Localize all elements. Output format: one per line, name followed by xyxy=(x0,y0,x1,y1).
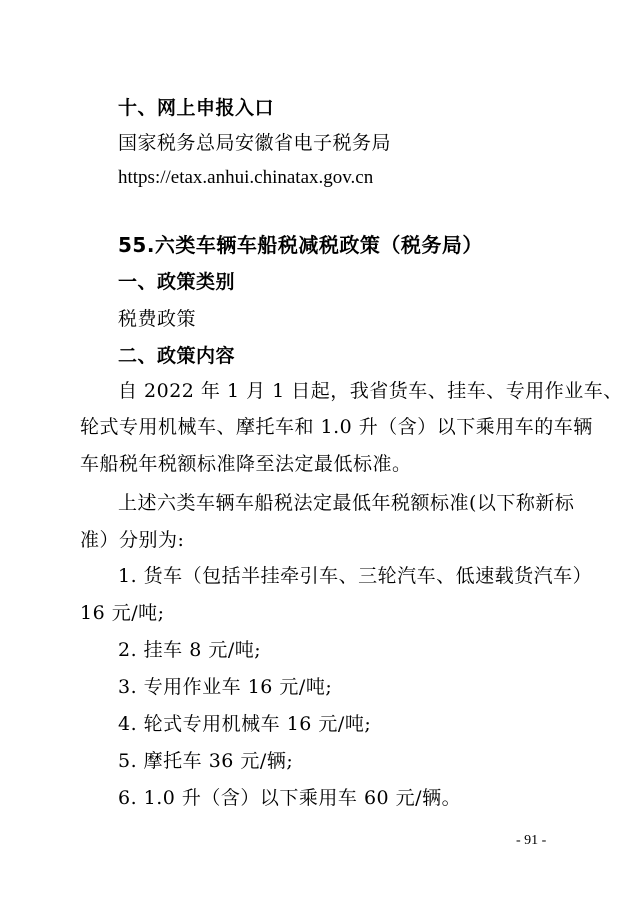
policy-title: 55.六类车辆车船税减税政策（税务局） xyxy=(118,233,483,257)
section-heading-online-filing: 十、网上申报入口 xyxy=(118,97,275,119)
list-item-1-line-2: 16 元/吨; xyxy=(80,602,165,624)
list-item-1-line-1: 1. 货车（包括半挂牵引车、三轮汽车、低速载货汽车） xyxy=(118,565,593,587)
paragraph-1-line-1: 自 2022 年 1 月 1 日起，我省货车、挂车、专用作业车、 xyxy=(118,380,623,402)
paragraph-2-line-2: 准）分别为: xyxy=(80,529,185,551)
policy-category-value: 税费政策 xyxy=(118,308,197,330)
policy-content-heading: 二、政策内容 xyxy=(118,345,236,367)
paragraph-2-line-1: 上述六类车辆车船税法定最低年税额标准(以下称新标 xyxy=(118,492,575,514)
paragraph-1-line-3: 车船税年税额标准降至法定最低标准。 xyxy=(80,453,412,475)
portal-name: 国家税务总局安徽省电子税务局 xyxy=(118,132,392,154)
policy-category-heading: 一、政策类别 xyxy=(118,271,236,293)
list-item-3: 3. 专用作业车 16 元/吨; xyxy=(118,676,333,698)
list-item-5: 5. 摩托车 36 元/辆; xyxy=(118,750,294,772)
list-item-4: 4. 轮式专用机械车 16 元/吨; xyxy=(118,713,372,735)
portal-url: https://etax.anhui.chinatax.gov.cn xyxy=(118,167,374,188)
list-item-6: 6. 1.0 升（含）以下乘用车 60 元/辆。 xyxy=(118,787,462,809)
page-number: - 91 - xyxy=(516,833,547,848)
paragraph-1-line-2: 轮式专用机械车、摩托车和 1.0 升（含）以下乘用车的车辆 xyxy=(80,416,593,438)
list-item-2: 2. 挂车 8 元/吨; xyxy=(118,639,262,661)
